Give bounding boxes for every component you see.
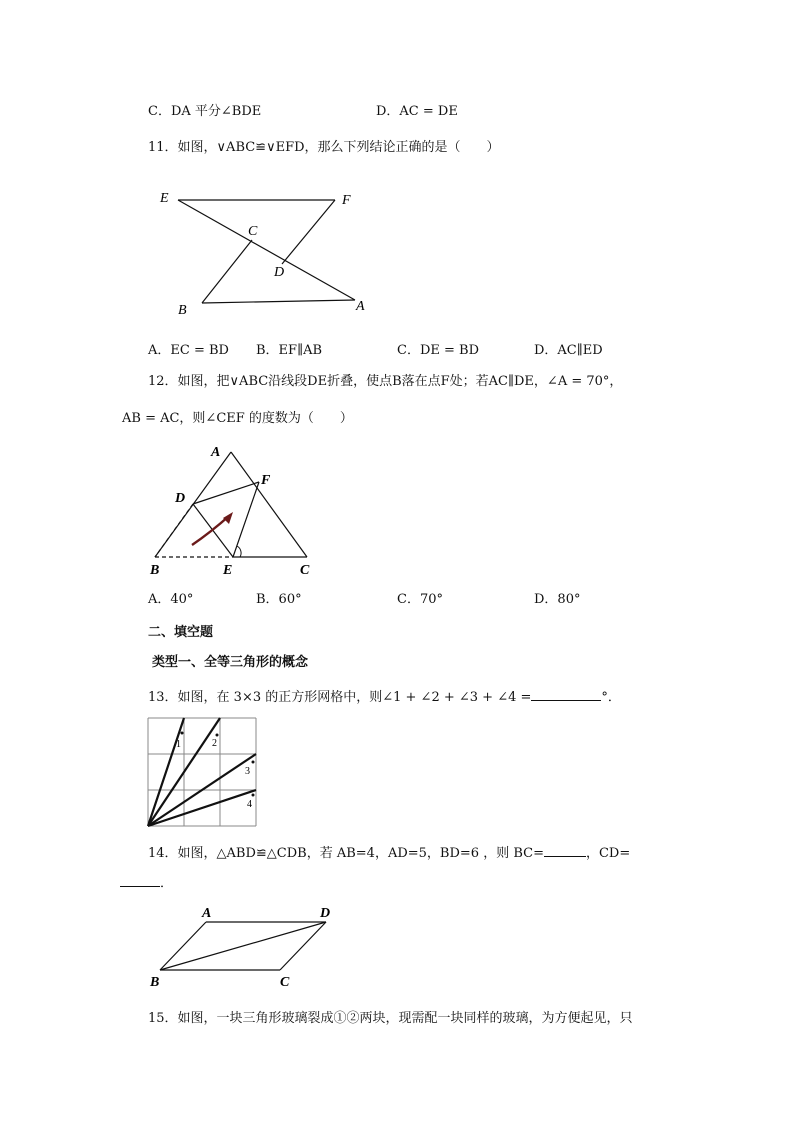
- q12-label-d: D: [175, 491, 186, 506]
- q11-stem: 11．如图，∨ABC≌∨EFD，那么下列结论正确的是（ ）: [148, 140, 500, 155]
- q11-figure: [150, 180, 380, 320]
- q12-stem-line2: AB = AC，则∠CEF 的度数为（ ）: [122, 411, 353, 426]
- q13-angle-2: 2: [212, 738, 217, 749]
- q12-label-b: B: [150, 563, 160, 578]
- q13-angle-1: 1: [176, 739, 181, 750]
- q13-angle-4: 4: [247, 799, 252, 810]
- q13-answer-blank[interactable]: [531, 686, 601, 701]
- q14-cd-blank[interactable]: [120, 872, 160, 887]
- q11-label-a: A: [356, 299, 365, 314]
- q10-option-d: D．AC = DE: [376, 104, 458, 119]
- q12-option-c: C．70°: [397, 592, 443, 607]
- q13-suffix: °．: [601, 690, 621, 705]
- q11-option-d: D．AC∥ED: [534, 343, 603, 358]
- q11-option-b: B．EF∥AB: [256, 343, 323, 358]
- q12-option-a: A．40°: [148, 592, 194, 607]
- q11-label-b: B: [178, 303, 187, 318]
- q14-stem-line: [148, 842, 630, 863]
- q14-end: ．: [160, 876, 174, 891]
- q11-label-f: F: [342, 193, 351, 208]
- q13-grid-figure: [146, 716, 262, 830]
- q11-label-e: E: [160, 191, 169, 206]
- q14-mid: ，CD=: [585, 846, 631, 861]
- q14-figure: [148, 900, 348, 992]
- q12-figure: [145, 440, 335, 580]
- q12-option-d: D．80°: [534, 592, 581, 607]
- q12-option-b: B．60°: [256, 592, 302, 607]
- q12-label-e: E: [223, 563, 233, 578]
- q11-label-d: D: [274, 265, 285, 280]
- q10-option-c: C．DA 平分∠BDE: [148, 104, 262, 119]
- q11-option-c: C．DE = BD: [397, 343, 479, 358]
- fold-arrow-icon: [192, 516, 229, 545]
- q14-stem: 14．如图，△ABD≌△CDB，若 AB=4，AD=5，BD=6 ，则 BC=: [148, 846, 544, 861]
- section-title: 二、填空题: [148, 625, 214, 640]
- q12-label-a: A: [211, 445, 221, 460]
- q15-stem: 15．如图，一块三角形玻璃裂成①②两块，现需配一块同样的玻璃，为方便起见，只: [148, 1011, 633, 1026]
- q14-stem-line2: [120, 872, 173, 893]
- q14-bc-blank[interactable]: [544, 842, 586, 857]
- q13-stem-line: [148, 686, 621, 707]
- q14-label-a: A: [202, 906, 212, 921]
- q11-option-a: A．EC = BD: [148, 343, 229, 358]
- q14-label-c: C: [280, 975, 290, 990]
- q13-stem: 13．如图，在 3×3 的正方形网格中，则∠1 + ∠2 + ∠3 + ∠4 =: [148, 690, 532, 705]
- q13-angle-3: 3: [245, 766, 250, 777]
- q12-stem-line1: 12．如图，把∨ABC沿线段DE折叠，使点B落在点F处；若AC∥DE，∠A = 70°，: [148, 374, 623, 389]
- q12-label-c: C: [300, 563, 310, 578]
- section-subtitle: 类型一、全等三角形的概念: [152, 655, 309, 670]
- q14-label-d: D: [320, 906, 331, 921]
- q11-label-c: C: [248, 224, 258, 239]
- q14-label-b: B: [150, 975, 160, 990]
- q12-label-f: F: [261, 473, 271, 488]
